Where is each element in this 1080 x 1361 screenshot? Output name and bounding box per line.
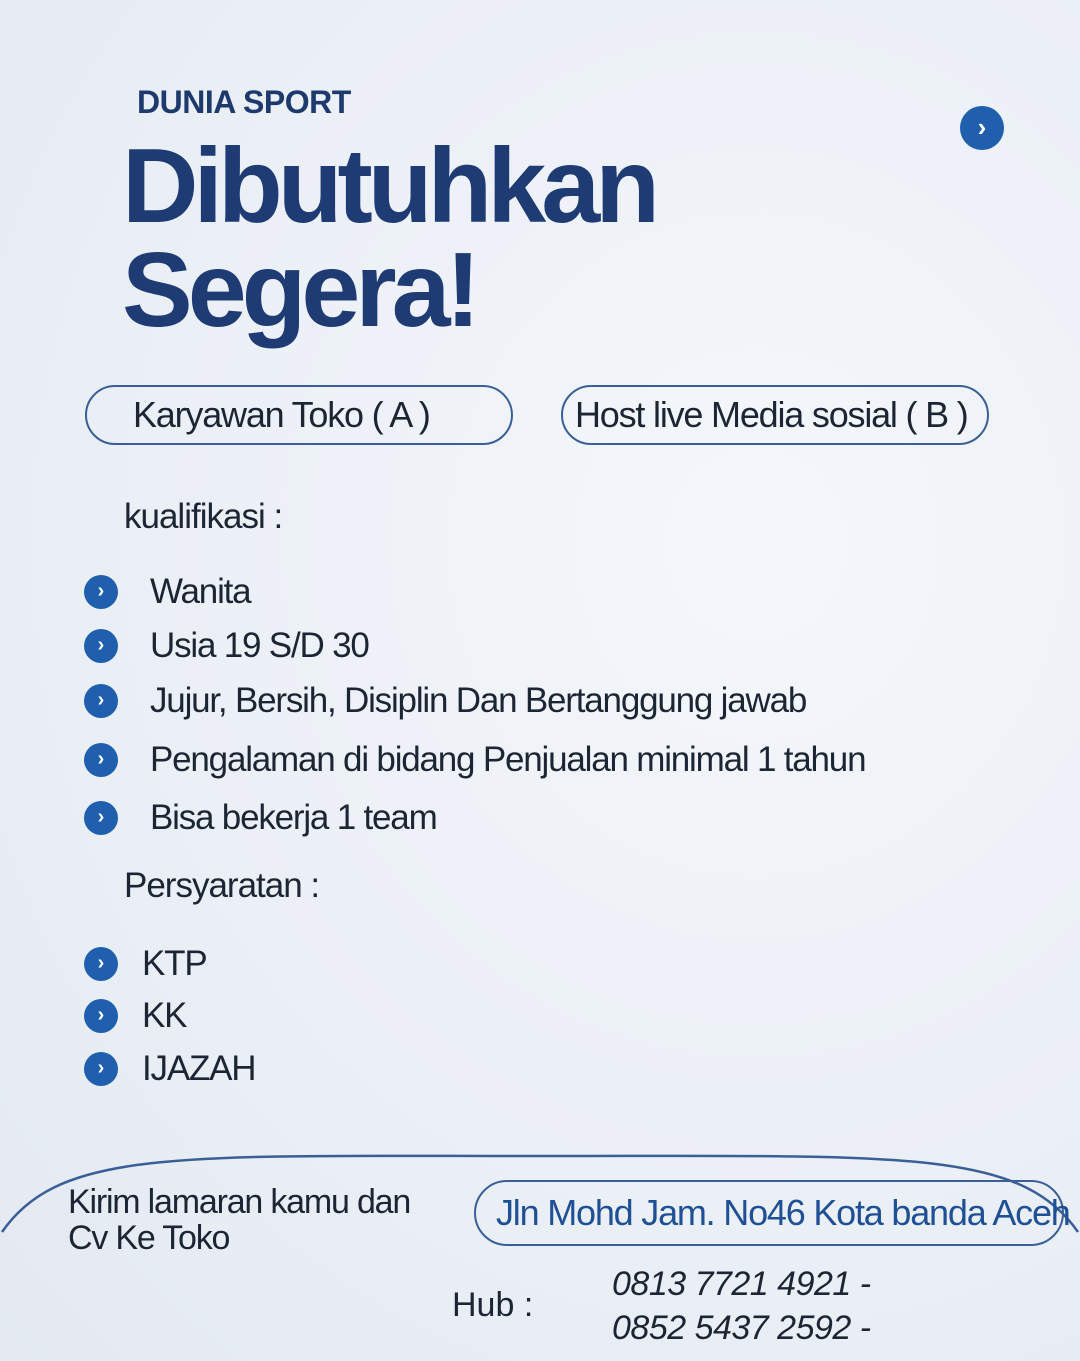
list-item — [84, 740, 865, 780]
chevron-right-icon: › — [84, 629, 118, 663]
chevron-right-icon: › — [84, 999, 118, 1033]
qualification-text: Usia 19 S/D 30 — [150, 626, 369, 665]
headline-line-1: Dibutuhkan — [122, 127, 655, 245]
chevron-right-icon: › — [84, 1052, 118, 1086]
qualification-text: Jujur, Bersih, Disiplin Dan Bertanggung jawab — [150, 681, 807, 720]
requirement-text: KK — [142, 996, 187, 1035]
chevron-right-icon: › — [84, 684, 118, 718]
chevron-right-icon: › — [84, 801, 118, 835]
qualification-text: Pengalaman di bidang Penjualan minimal 1 tahun — [150, 740, 866, 779]
list-item — [84, 626, 369, 666]
chevron-right-icon: › — [960, 106, 1004, 150]
send-application-text — [68, 1184, 410, 1256]
requirement-text: KTP — [142, 944, 207, 983]
send-line-1: Kirim lamaran kamu dan — [68, 1183, 411, 1221]
list-item — [84, 944, 206, 984]
address-pill: Jln Mohd Jam. No46 Kota banda Aceh — [474, 1180, 1064, 1246]
send-line-2: Cv Ke Toko — [68, 1219, 230, 1257]
phone-numbers — [612, 1262, 871, 1350]
phone-number: 0813 7721 4921 - — [612, 1265, 871, 1303]
list-item — [84, 798, 437, 838]
chevron-right-icon: › — [84, 575, 118, 609]
headline — [122, 127, 655, 349]
qualification-text: Bisa bekerja 1 team — [150, 798, 437, 837]
chevron-right-icon: › — [84, 743, 118, 777]
brand-name: DUNIA SPORT — [137, 84, 351, 120]
list-item — [84, 1049, 255, 1089]
position-b-pill: Host live Media sosial ( B ) — [561, 385, 989, 445]
qualification-text: Wanita — [150, 572, 251, 611]
requirements-heading: Persyaratan : — [124, 866, 320, 905]
chevron-right-icon: › — [84, 947, 118, 981]
list-item — [84, 996, 186, 1036]
list-item — [84, 681, 806, 721]
qualifications-heading: kualifikasi : — [124, 497, 283, 536]
position-a-pill: Karyawan Toko ( A ) — [85, 385, 513, 445]
list-item — [84, 572, 250, 612]
phone-number: 0852 5437 2592 - — [612, 1309, 871, 1347]
headline-line-2: Segera! — [122, 231, 476, 349]
requirement-text: IJAZAH — [142, 1049, 256, 1088]
hub-label: Hub : — [452, 1286, 534, 1324]
